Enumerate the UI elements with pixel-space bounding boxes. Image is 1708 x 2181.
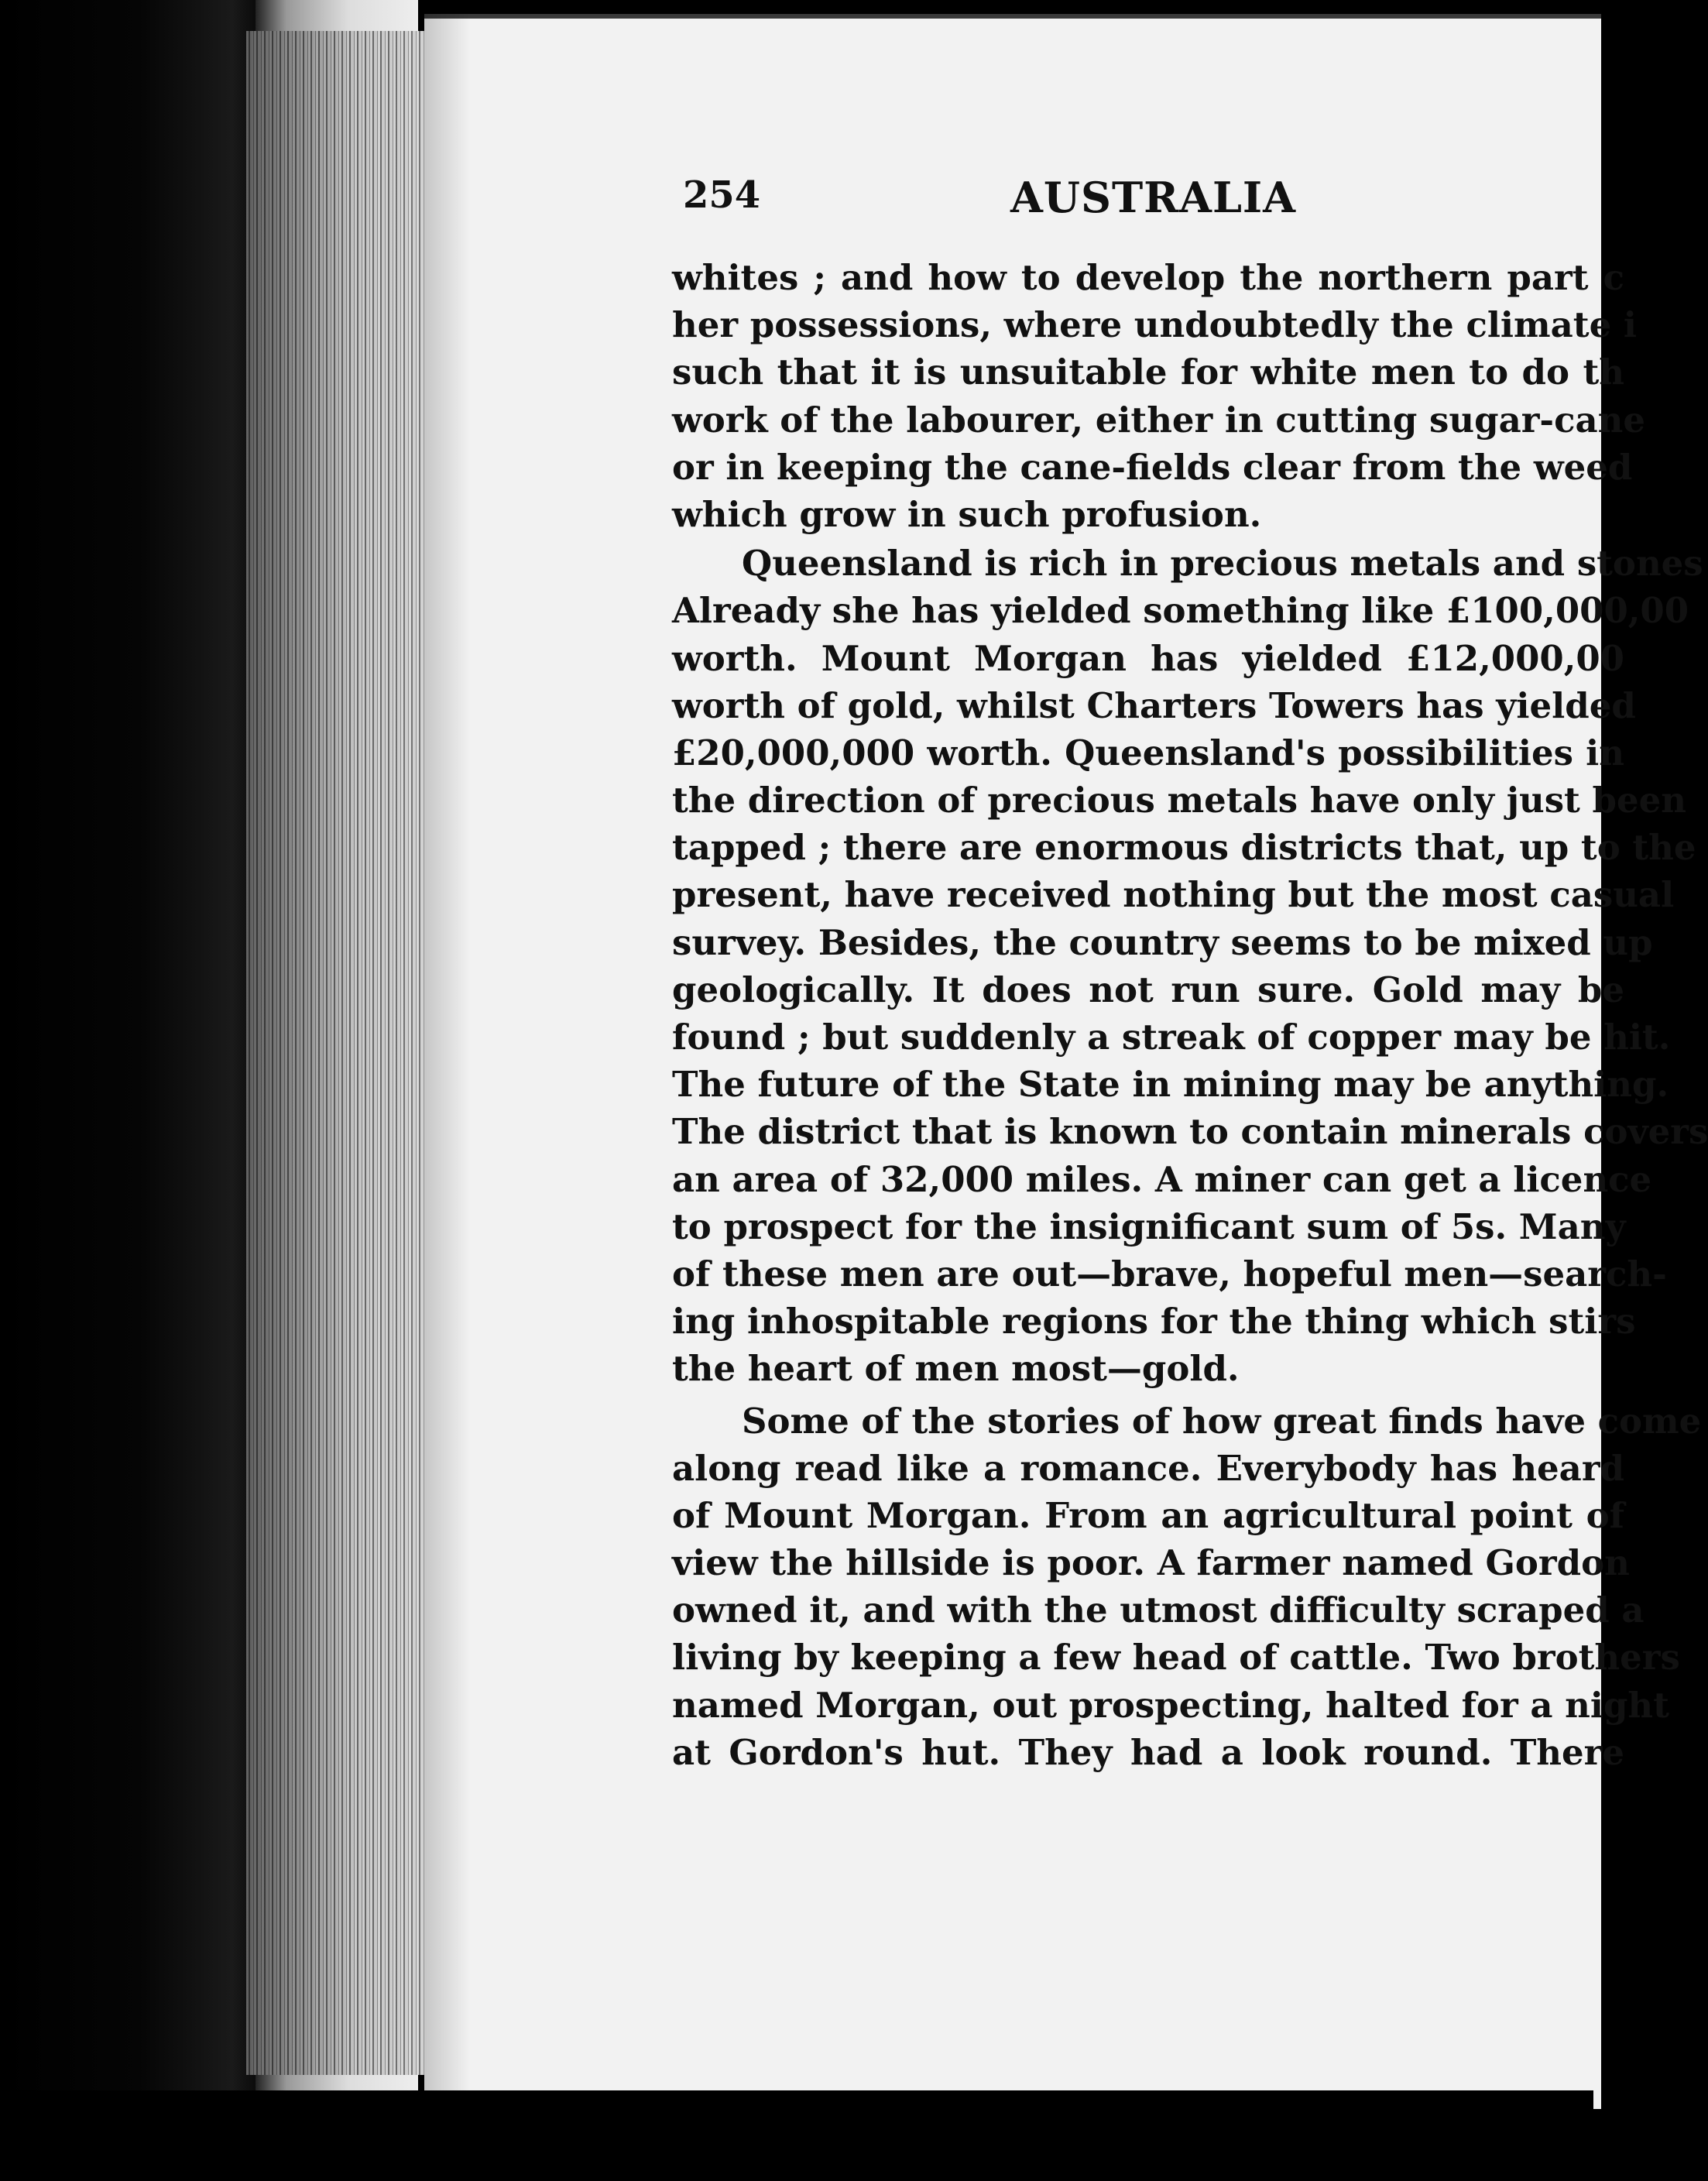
- text-line: of these men are out—brave, hopeful men—search-: [672, 1253, 1667, 1295]
- text-line: of Mount Morgan. From an agricultural point of: [672, 1494, 1624, 1536]
- text-line: geologically. It does not run sure. Gold may be: [672, 969, 1624, 1010]
- running-head: AUSTRALIA: [1010, 173, 1297, 222]
- book-cover-edge: [0, 0, 256, 2181]
- text-line: owned it, and with the utmost difficulty scraped a: [672, 1589, 1645, 1631]
- text-line: along read like a romance. Everybody has heard: [672, 1447, 1624, 1489]
- text-line: living by keeping a few head of cattle. Two brothers: [672, 1637, 1680, 1679]
- text-line: ing inhospitable regions for the thing which stirs: [672, 1301, 1636, 1343]
- page-gutter-shadow: [424, 14, 471, 2104]
- text-line: the heart of men most—gold.: [672, 1348, 1240, 1390]
- text-line: the direction of precious metals have only just been: [672, 780, 1686, 821]
- text-line: found ; but suddenly a streak of copper may be hit.: [672, 1017, 1671, 1058]
- text-line: worth. Mount Morgan has yielded £12,000,00: [672, 637, 1624, 679]
- text-line: at Gordon's hut. They had a look round. There: [672, 1731, 1624, 1773]
- text-line: or in keeping the cane-fields clear from the weed: [672, 446, 1633, 488]
- text-line: her possessions, where undoubtedly the climate i: [672, 304, 1637, 346]
- text-line: survey. Besides, the country seems to be mixed up: [672, 921, 1653, 963]
- page-body-text: [672, 254, 1708, 1776]
- paragraph: [672, 1397, 1702, 1777]
- background-floor: [0, 2090, 1593, 2181]
- text-line: an area of 32,000 miles. A miner can get a licence: [672, 1158, 1652, 1200]
- text-line: The future of the State in mining may be anything.: [672, 1064, 1669, 1106]
- text-line: Some of the stories of how great finds have come: [742, 1400, 1702, 1442]
- text-line: whites ; and how to develop the northern part c: [672, 257, 1624, 298]
- text-line: £20,000,000 worth. Queensland's possibilities in: [672, 732, 1624, 773]
- text-line: The district that is known to contain minerals covers: [672, 1111, 1708, 1153]
- text-line: Queensland is rich in precious metals and stones: [742, 543, 1703, 585]
- text-line: work of the labourer, either in cutting sugar-cane: [672, 399, 1646, 441]
- text-line: Already she has yielded something like £100,000,00: [672, 590, 1689, 632]
- text-line: which grow in such profusion.: [672, 493, 1262, 535]
- text-line: such that it is unsuitable for white men to do th: [672, 351, 1624, 393]
- page-edges-shadow: [246, 31, 432, 2075]
- paragraph: [672, 540, 1708, 1392]
- text-line: worth of gold, whilst Charters Towers has yielded: [672, 684, 1636, 726]
- text-line: tapped ; there are enormous districts that, up to the: [672, 827, 1696, 869]
- text-line: named Morgan, out prospecting, halted for a night: [672, 1684, 1669, 1726]
- page-number: 254: [683, 173, 761, 217]
- text-line: present, have received nothing but the most casual: [672, 874, 1675, 916]
- text-line: to prospect for the insignificant sum of 5s. Many: [672, 1205, 1626, 1247]
- text-line: view the hillside is poor. A farmer named Gordon: [672, 1542, 1630, 1584]
- paragraph: [672, 254, 1646, 538]
